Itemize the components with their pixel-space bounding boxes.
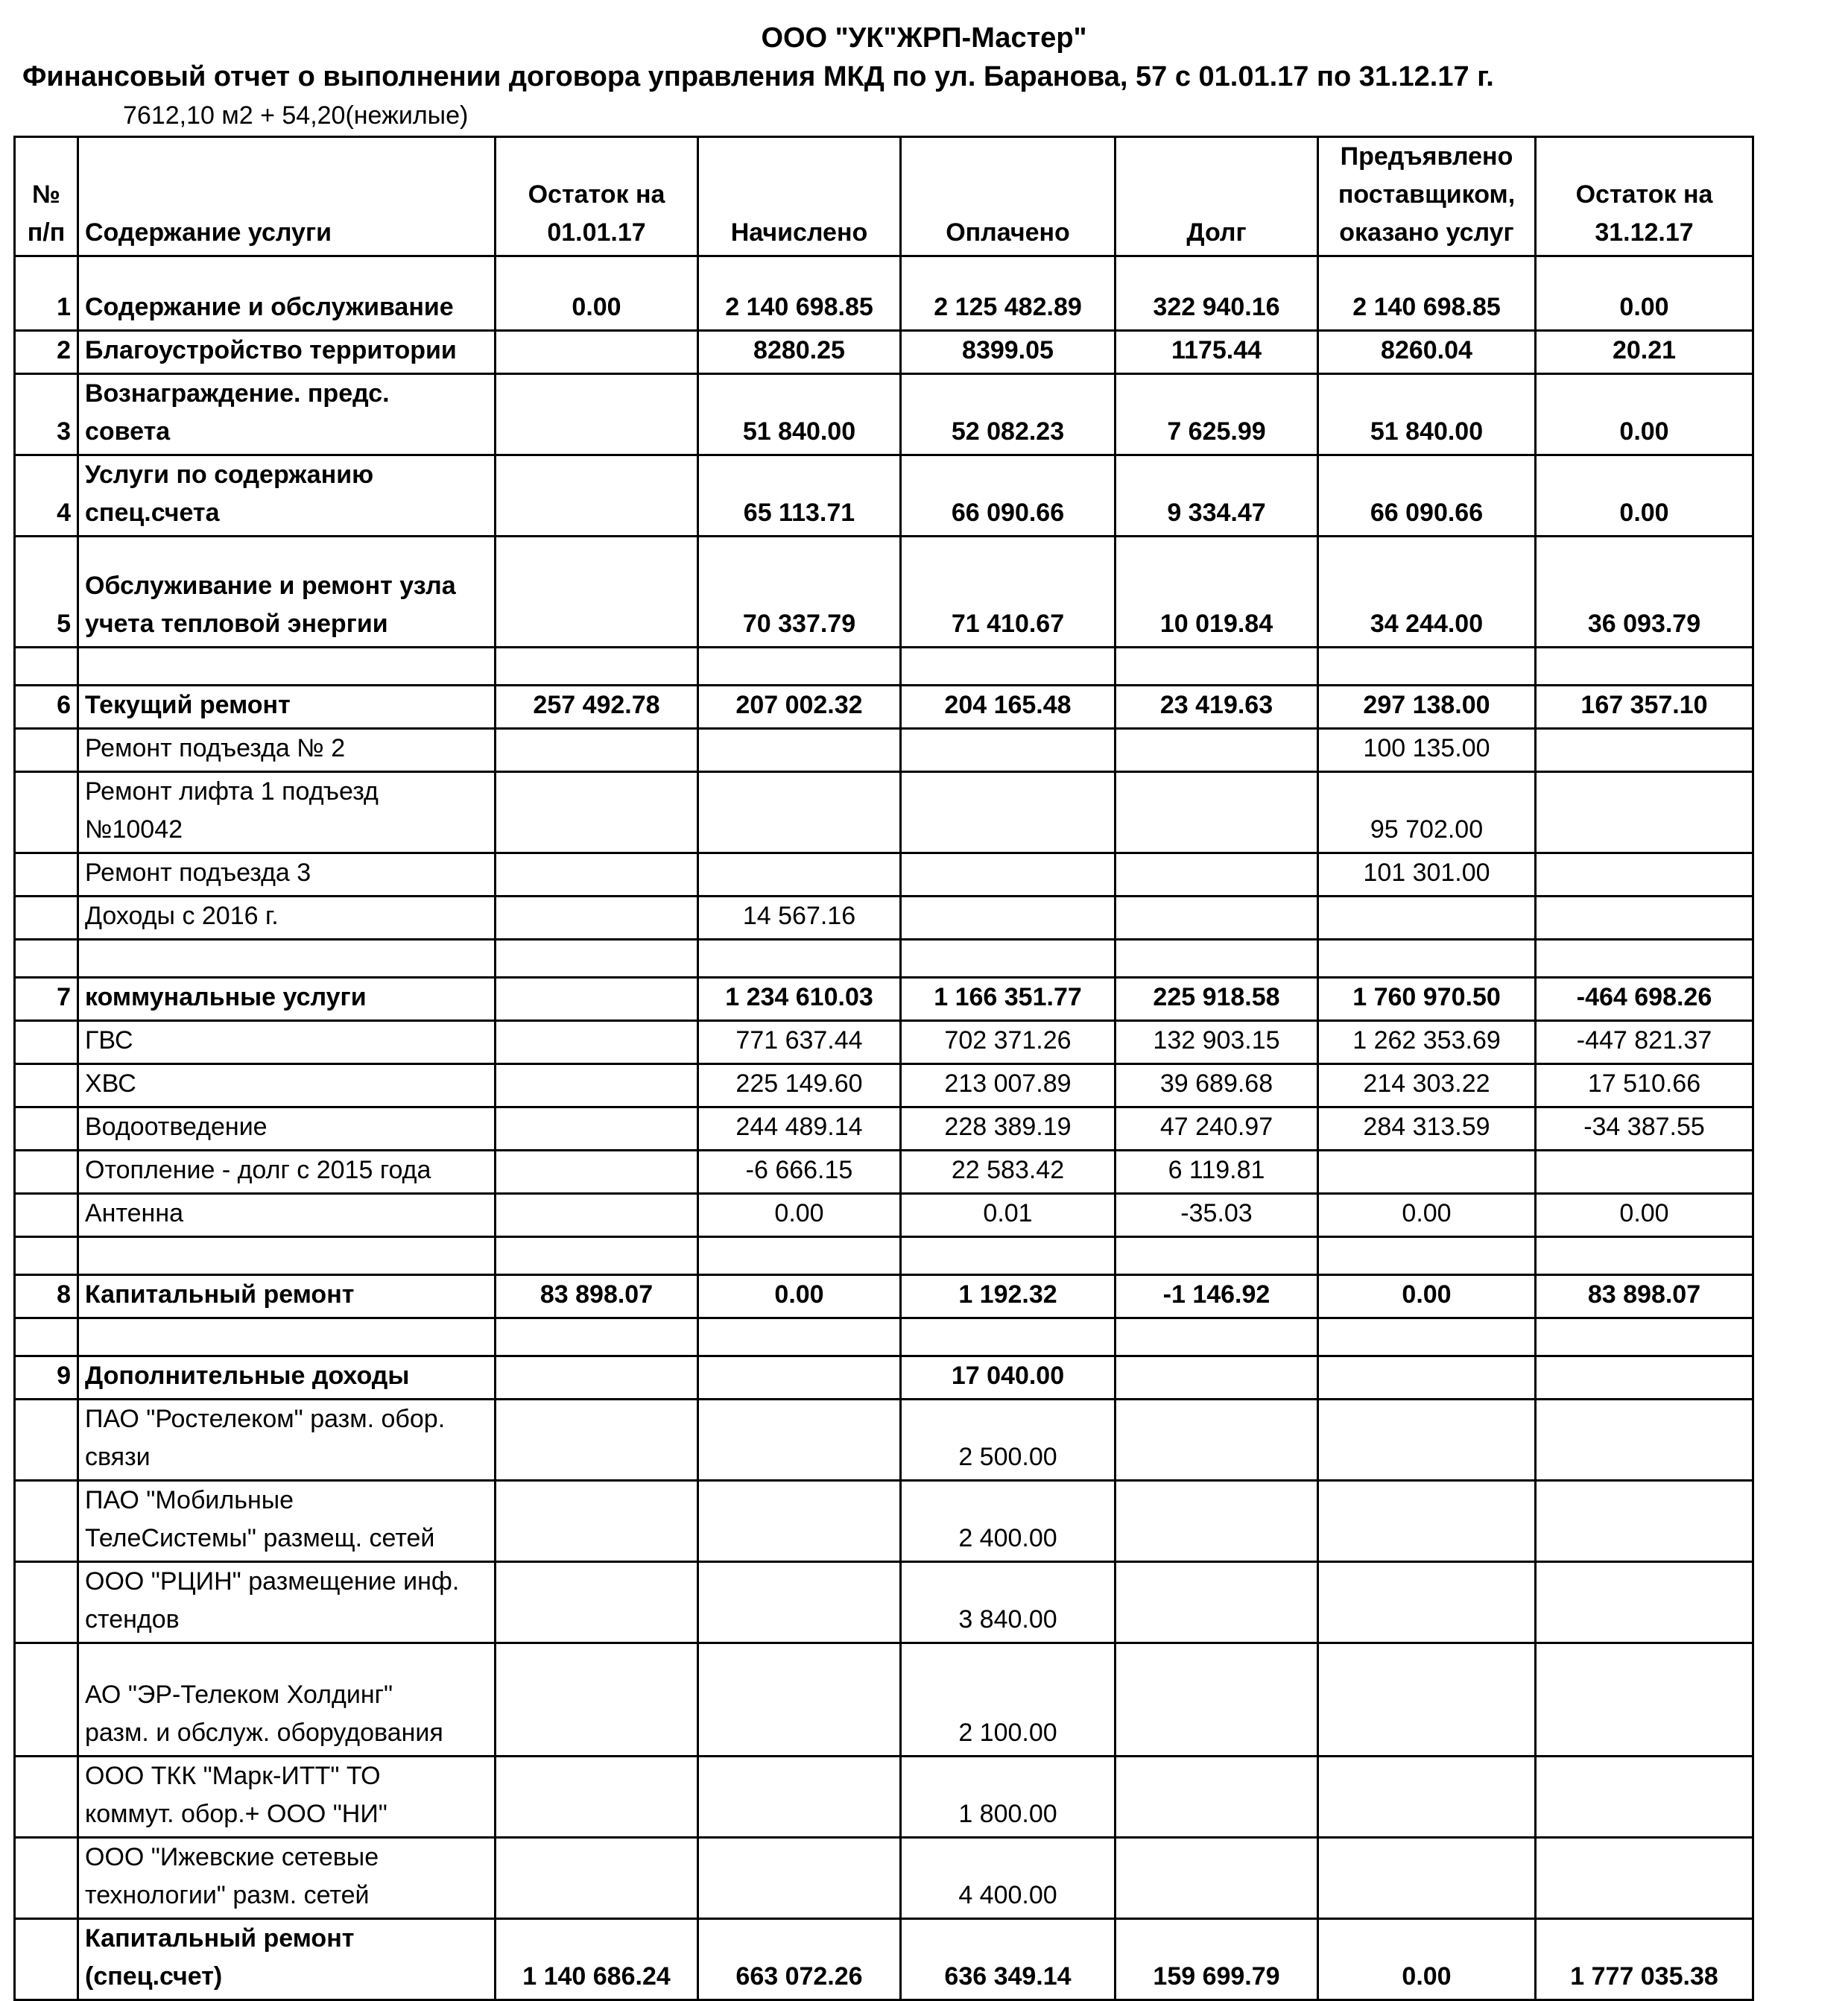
value-opening: 0.00 — [496, 256, 698, 331]
service-name: Доходы с 2016 г. — [78, 897, 496, 940]
value-paid: 2 400.00 — [901, 1481, 1116, 1562]
value-accrued: 8280.25 — [698, 331, 901, 374]
table-row — [15, 256, 1753, 331]
value-supplier — [1318, 1481, 1536, 1562]
table-spacer-row — [15, 1237, 1753, 1275]
value-opening — [496, 1151, 698, 1194]
value-debt: 23 419.63 — [1116, 686, 1318, 729]
value-closing: 83 898.07 — [1536, 1275, 1753, 1318]
empty-cell — [1318, 1318, 1536, 1356]
value-paid: 4 400.00 — [901, 1838, 1116, 1919]
row-number — [15, 853, 78, 897]
value-supplier: 51 840.00 — [1318, 374, 1536, 455]
value-closing — [1536, 1643, 1753, 1757]
value-debt — [1116, 1757, 1318, 1838]
value-accrued: 0.00 — [698, 1194, 901, 1237]
service-name: ООО "Ижевские сетевые технологии" разм. сетей — [78, 1838, 496, 1919]
row-number: 7 — [15, 978, 78, 1021]
value-accrued: 0.00 — [698, 1275, 901, 1318]
value-paid: 2 125 482.89 — [901, 256, 1116, 331]
company-name: ООО "УК"ЖРП-Мастер" — [761, 22, 1087, 54]
value-closing — [1536, 772, 1753, 853]
value-supplier: 0.00 — [1318, 1275, 1536, 1318]
value-debt — [1116, 897, 1318, 940]
value-paid: 22 583.42 — [901, 1151, 1116, 1194]
table-row — [15, 772, 1753, 853]
empty-cell — [698, 1318, 901, 1356]
value-closing — [1536, 897, 1753, 940]
value-opening — [496, 455, 698, 537]
value-accrued: 663 072.26 — [698, 1919, 901, 2000]
service-name: АО "ЭР-Телеком Холдинг" разм. и обслуж. оборудования — [78, 1643, 496, 1757]
value-supplier — [1318, 1757, 1536, 1838]
value-opening — [496, 1064, 698, 1107]
column-header-accrued: Начислено — [698, 137, 901, 256]
value-debt: -1 146.92 — [1116, 1275, 1318, 1318]
value-debt — [1116, 1838, 1318, 1919]
row-number: 9 — [15, 1356, 78, 1400]
empty-cell — [1536, 1237, 1753, 1275]
value-opening — [496, 1194, 698, 1237]
value-supplier: 95 702.00 — [1318, 772, 1536, 853]
column-header-debt: Долг — [1116, 137, 1318, 256]
empty-cell — [15, 648, 78, 686]
row-number — [15, 1400, 78, 1481]
row-number — [15, 1643, 78, 1757]
empty-cell — [1318, 940, 1536, 978]
value-supplier: 34 244.00 — [1318, 537, 1536, 648]
value-closing — [1536, 1757, 1753, 1838]
value-debt: 1175.44 — [1116, 331, 1318, 374]
value-opening — [496, 729, 698, 772]
value-debt — [1116, 1356, 1318, 1400]
table-row — [15, 1919, 1753, 2000]
column-header-opening-balance: Остаток на 01.01.17 — [496, 137, 698, 256]
value-accrued — [698, 1356, 901, 1400]
value-supplier: 2 140 698.85 — [1318, 256, 1536, 331]
value-closing: 1 777 035.38 — [1536, 1919, 1753, 2000]
value-opening — [496, 897, 698, 940]
value-debt — [1116, 1562, 1318, 1643]
value-opening — [496, 1562, 698, 1643]
value-opening — [496, 853, 698, 897]
table-row — [15, 1838, 1753, 1919]
row-number — [15, 1757, 78, 1838]
value-paid: 1 800.00 — [901, 1757, 1116, 1838]
value-supplier — [1318, 1400, 1536, 1481]
empty-cell — [901, 940, 1116, 978]
service-name: Ремонт подъезда № 2 — [78, 729, 496, 772]
empty-cell — [496, 940, 698, 978]
service-name: Вознаграждение. предс. совета — [78, 374, 496, 455]
empty-cell — [78, 1318, 496, 1356]
value-closing: 36 093.79 — [1536, 537, 1753, 648]
empty-cell — [15, 1318, 78, 1356]
value-supplier: 8260.04 — [1318, 331, 1536, 374]
service-name: Капитальный ремонт (спец.счет) — [78, 1919, 496, 2000]
table-row — [15, 1562, 1753, 1643]
service-name: коммунальные услуги — [78, 978, 496, 1021]
value-paid: 204 165.48 — [901, 686, 1116, 729]
value-debt — [1116, 1643, 1318, 1757]
value-accrued: 70 337.79 — [698, 537, 901, 648]
value-debt — [1116, 1400, 1318, 1481]
value-opening: 1 140 686.24 — [496, 1919, 698, 2000]
service-name: Ремонт лифта 1 подъезд №10042 — [78, 772, 496, 853]
value-closing: -464 698.26 — [1536, 978, 1753, 1021]
empty-cell — [1536, 1318, 1753, 1356]
value-paid: 1 192.32 — [901, 1275, 1116, 1318]
value-paid — [901, 772, 1116, 853]
financial-report-table — [13, 136, 1754, 2001]
service-name: ГВС — [78, 1021, 496, 1064]
value-closing — [1536, 729, 1753, 772]
value-paid: 2 500.00 — [901, 1400, 1116, 1481]
table-row — [15, 1151, 1753, 1194]
value-opening — [496, 1400, 698, 1481]
table-row — [15, 1643, 1753, 1757]
value-accrued: 14 567.16 — [698, 897, 901, 940]
value-paid: 228 389.19 — [901, 1107, 1116, 1151]
value-debt — [1116, 729, 1318, 772]
table-row — [15, 537, 1753, 648]
empty-cell — [1116, 1237, 1318, 1275]
table-row — [15, 1107, 1753, 1151]
service-name: Капитальный ремонт — [78, 1275, 496, 1318]
table-row — [15, 374, 1753, 455]
row-number: 8 — [15, 1275, 78, 1318]
value-debt — [1116, 853, 1318, 897]
value-accrued — [698, 729, 901, 772]
row-number — [15, 1107, 78, 1151]
value-accrued: 207 002.32 — [698, 686, 901, 729]
empty-cell — [901, 1318, 1116, 1356]
value-paid: 3 840.00 — [901, 1562, 1116, 1643]
empty-cell — [1318, 1237, 1536, 1275]
value-accrued: 244 489.14 — [698, 1107, 901, 1151]
value-accrued: 1 234 610.03 — [698, 978, 901, 1021]
value-opening — [496, 374, 698, 455]
value-paid: 213 007.89 — [901, 1064, 1116, 1107]
empty-cell — [78, 1237, 496, 1275]
table-row — [15, 1275, 1753, 1318]
value-paid: 8399.05 — [901, 331, 1116, 374]
value-accrued — [698, 1481, 901, 1562]
row-number: 2 — [15, 331, 78, 374]
value-debt: 322 940.16 — [1116, 256, 1318, 331]
service-name: Отопление - долг с 2015 года — [78, 1151, 496, 1194]
value-opening — [496, 1356, 698, 1400]
row-number — [15, 1481, 78, 1562]
value-debt: 7 625.99 — [1116, 374, 1318, 455]
report-title: Финансовый отчет о выполнении договора управления МКД по ул. Баранова, 57 с 01.01.17 по 31.12.17 г. — [22, 61, 1494, 92]
value-accrued: -6 666.15 — [698, 1151, 901, 1194]
value-closing: 0.00 — [1536, 256, 1753, 331]
value-closing: 0.00 — [1536, 1194, 1753, 1237]
empty-cell — [1116, 648, 1318, 686]
table-row — [15, 1194, 1753, 1237]
service-name: Услуги по содержанию спец.счета — [78, 455, 496, 537]
value-debt: 47 240.97 — [1116, 1107, 1318, 1151]
service-name: Текущий ремонт — [78, 686, 496, 729]
value-closing: 0.00 — [1536, 374, 1753, 455]
value-supplier: 101 301.00 — [1318, 853, 1536, 897]
value-paid: 52 082.23 — [901, 374, 1116, 455]
value-debt: 6 119.81 — [1116, 1151, 1318, 1194]
value-paid — [901, 729, 1116, 772]
value-paid: 17 040.00 — [901, 1356, 1116, 1400]
row-number — [15, 897, 78, 940]
value-closing — [1536, 853, 1753, 897]
value-accrued — [698, 1562, 901, 1643]
value-closing: 20.21 — [1536, 331, 1753, 374]
value-opening: 83 898.07 — [496, 1275, 698, 1318]
empty-cell — [496, 648, 698, 686]
value-opening — [496, 978, 698, 1021]
empty-cell — [901, 648, 1116, 686]
value-supplier: 0.00 — [1318, 1919, 1536, 2000]
value-supplier: 0.00 — [1318, 1194, 1536, 1237]
row-number — [15, 1064, 78, 1107]
value-debt: 225 918.58 — [1116, 978, 1318, 1021]
empty-cell — [496, 1318, 698, 1356]
value-accrued: 771 637.44 — [698, 1021, 901, 1064]
empty-cell — [1536, 940, 1753, 978]
column-header-supplier: Предъявлено поставщиком, оказано услуг — [1318, 137, 1536, 256]
empty-cell — [15, 940, 78, 978]
table-row — [15, 978, 1753, 1021]
value-supplier: 66 090.66 — [1318, 455, 1536, 537]
value-paid: 1 166 351.77 — [901, 978, 1116, 1021]
value-paid: 66 090.66 — [901, 455, 1116, 537]
table-row — [15, 1757, 1753, 1838]
value-opening — [496, 537, 698, 648]
value-debt: 10 019.84 — [1116, 537, 1318, 648]
empty-cell — [1536, 648, 1753, 686]
empty-cell — [1116, 940, 1318, 978]
value-supplier: 297 138.00 — [1318, 686, 1536, 729]
empty-cell — [698, 940, 901, 978]
value-paid: 636 349.14 — [901, 1919, 1116, 2000]
column-header-closing-balance: Остаток на 31.12.17 — [1536, 137, 1753, 256]
service-name: ПАО "Мобильные ТелеСистемы" размещ. сетей — [78, 1481, 496, 1562]
empty-cell — [15, 1237, 78, 1275]
empty-cell — [698, 648, 901, 686]
empty-cell — [901, 1237, 1116, 1275]
value-supplier — [1318, 1643, 1536, 1757]
value-paid — [901, 853, 1116, 897]
value-accrued: 225 149.60 — [698, 1064, 901, 1107]
row-number: 6 — [15, 686, 78, 729]
value-opening — [496, 1757, 698, 1838]
value-closing: -447 821.37 — [1536, 1021, 1753, 1064]
value-closing: 17 510.66 — [1536, 1064, 1753, 1107]
table-row — [15, 1356, 1753, 1400]
value-supplier: 1 760 970.50 — [1318, 978, 1536, 1021]
row-number — [15, 772, 78, 853]
value-debt — [1116, 772, 1318, 853]
value-closing: 167 357.10 — [1536, 686, 1753, 729]
value-accrued — [698, 1643, 901, 1757]
value-supplier: 1 262 353.69 — [1318, 1021, 1536, 1064]
value-closing — [1536, 1562, 1753, 1643]
value-opening — [496, 331, 698, 374]
service-name: Содержание и обслуживание — [78, 256, 496, 331]
row-number — [15, 1919, 78, 2000]
value-closing — [1536, 1481, 1753, 1562]
value-debt: 159 699.79 — [1116, 1919, 1318, 2000]
row-number: 3 — [15, 374, 78, 455]
value-supplier — [1318, 1356, 1536, 1400]
value-paid: 702 371.26 — [901, 1021, 1116, 1064]
column-header-service: Содержание услуги — [78, 137, 496, 256]
value-paid: 71 410.67 — [901, 537, 1116, 648]
service-name: Водоотведение — [78, 1107, 496, 1151]
value-accrued — [698, 772, 901, 853]
table-row — [15, 1400, 1753, 1481]
value-closing: -34 387.55 — [1536, 1107, 1753, 1151]
value-accrued — [698, 1838, 901, 1919]
value-opening — [496, 1021, 698, 1064]
value-debt: 39 689.68 — [1116, 1064, 1318, 1107]
value-supplier — [1318, 1151, 1536, 1194]
table-row — [15, 686, 1753, 729]
service-name: Ремонт подъезда 3 — [78, 853, 496, 897]
value-supplier: 214 303.22 — [1318, 1064, 1536, 1107]
value-opening — [496, 1107, 698, 1151]
value-closing — [1536, 1356, 1753, 1400]
service-name: Дополнительные доходы — [78, 1356, 496, 1400]
table-row — [15, 1064, 1753, 1107]
value-closing — [1536, 1400, 1753, 1481]
table-row — [15, 853, 1753, 897]
row-number — [15, 1194, 78, 1237]
table-row — [15, 729, 1753, 772]
value-debt — [1116, 1481, 1318, 1562]
empty-cell — [1318, 648, 1536, 686]
row-number: 4 — [15, 455, 78, 537]
row-number — [15, 1151, 78, 1194]
empty-cell — [78, 648, 496, 686]
service-name: ООО "РЦИН" размещение инф. стендов — [78, 1562, 496, 1643]
value-closing — [1536, 1151, 1753, 1194]
value-debt: 132 903.15 — [1116, 1021, 1318, 1064]
value-closing — [1536, 1838, 1753, 1919]
column-header-number: № п/п — [15, 137, 78, 256]
row-number — [15, 1562, 78, 1643]
value-supplier — [1318, 1838, 1536, 1919]
value-accrued — [698, 1757, 901, 1838]
value-opening — [496, 772, 698, 853]
service-name: Благоустройство территории — [78, 331, 496, 374]
value-accrued — [698, 1400, 901, 1481]
row-number — [15, 1021, 78, 1064]
row-number — [15, 1838, 78, 1919]
value-accrued: 2 140 698.85 — [698, 256, 901, 331]
value-paid: 0.01 — [901, 1194, 1116, 1237]
value-paid: 2 100.00 — [901, 1643, 1116, 1757]
table-spacer-row — [15, 1318, 1753, 1356]
value-opening — [496, 1643, 698, 1757]
table-header-row — [15, 137, 1753, 256]
empty-cell — [496, 1237, 698, 1275]
area-note: 7612,10 м2 + 54,20(нежилые) — [123, 101, 469, 130]
empty-cell — [1116, 1318, 1318, 1356]
value-supplier — [1318, 897, 1536, 940]
value-accrued — [698, 853, 901, 897]
row-number: 1 — [15, 256, 78, 331]
value-opening: 257 492.78 — [496, 686, 698, 729]
table-row — [15, 455, 1753, 537]
column-header-paid: Оплачено — [901, 137, 1116, 256]
value-accrued: 65 113.71 — [698, 455, 901, 537]
empty-cell — [78, 940, 496, 978]
row-number — [15, 729, 78, 772]
value-closing: 0.00 — [1536, 455, 1753, 537]
value-debt: -35.03 — [1116, 1194, 1318, 1237]
row-number: 5 — [15, 537, 78, 648]
value-paid — [901, 897, 1116, 940]
value-supplier — [1318, 1562, 1536, 1643]
table-row — [15, 331, 1753, 374]
table-row — [15, 897, 1753, 940]
value-debt: 9 334.47 — [1116, 455, 1318, 537]
table-row — [15, 1481, 1753, 1562]
service-name: Обслуживание и ремонт узла учета тепловой энергии — [78, 537, 496, 648]
table-spacer-row — [15, 940, 1753, 978]
value-supplier: 284 313.59 — [1318, 1107, 1536, 1151]
service-name: ХВС — [78, 1064, 496, 1107]
empty-cell — [698, 1237, 901, 1275]
value-accrued: 51 840.00 — [698, 374, 901, 455]
value-opening — [496, 1838, 698, 1919]
value-supplier: 100 135.00 — [1318, 729, 1536, 772]
table-row — [15, 1021, 1753, 1064]
table-spacer-row — [15, 648, 1753, 686]
value-opening — [496, 1481, 698, 1562]
service-name: ПАО "Ростелеком" разм. обор. связи — [78, 1400, 496, 1481]
service-name: ООО ТКК "Марк-ИТТ" ТО коммут. обор.+ ООО "НИ" — [78, 1757, 496, 1838]
service-name: Антенна — [78, 1194, 496, 1237]
